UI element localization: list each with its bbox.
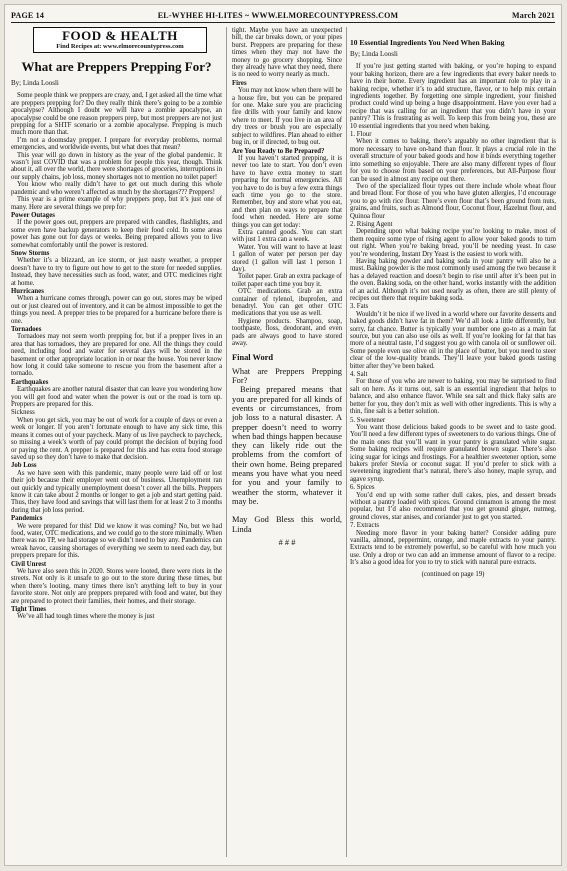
paragraph: Some people think we preppers are crazy, and, I get asked all the time what are preppers prepping for? Do they really think there’s going to be a zombie apocalypse? Although I doubt we will have a zombie apocalypse, an apocalypse could be one reason preppers prep, but most preppers are not just prepping for a SHTF scenario or a zombie apocalypse. Prepping is much much more than that.	[11, 92, 222, 137]
section-heading: Tight Times	[11, 606, 46, 614]
article-body-continued	[232, 27, 342, 347]
numbered-heading: 6. Spices	[350, 484, 375, 492]
paragraph: Extra canned goods. You can start with just 1 extra can a week.	[232, 228, 342, 244]
page-header	[11, 9, 555, 23]
section-heading: Snow Storms	[11, 249, 50, 257]
paragraph: When a hurricane comes through, power can go out, stores may be wiped out or just cleared out of inventory, and it can be almost impossible to get the things you need. A prepper tries to be prepared for a hurricane before there is one.	[11, 295, 222, 325]
article-byline: By; Linda Loosli	[350, 50, 398, 58]
end-mark: # # #	[278, 537, 296, 547]
paragraph: If you haven’t started prepping, it is never too late to start. You don’t even have to have extra money to start preparing for normal emergencies. All you have to do is buy a few extra things each time you go to the store. Remember, buy and store what you eat, and then plan on ways to prepare that food when needed. Here are some things you can get today:	[232, 154, 342, 229]
numbered-heading: 5. Sweetener	[350, 416, 386, 424]
article-byline: By; Linda Loosli	[11, 79, 59, 87]
column-one	[11, 27, 222, 621]
section-heading: Pandemics	[11, 515, 43, 523]
section-heading: Fires	[232, 79, 247, 87]
paragraph: For those of you who are newer to baking, you may be surprised to find salt on here. As it turns out, salt is an essential ingredient that helps to balance, and also enhance flavor. While sea salt and thick flaky salts are better for you, they don’t mix as well with other ingredients. This is why a thin, fine salt is a better solution.	[350, 378, 556, 416]
paragraph: tight. Maybe you have an unexpected bill, the car breaks down, or your pipes burst. Preppers are preparing for these times when they may not have the money to go grocery shopping. Since they already have what they need, there is no need to worry nearly as much.	[232, 27, 342, 79]
paragraph: Wouldn’t it be nice if we lived in a world where our favorite desserts and baked goods didn’t have fat in them? We’d all look a little differently, but sorry, fat chance. Butter is typically your number one go-to as a main fat source, but you can also use oils as well. If you’re looking for fat that has more of a neutral taste, I’d suggest you go with canola oil or sunflower oil. Some people even use olive oil in the place of butter, but you need to steer clear of the low-quality brands. They’ll leave your baked goods tasting bitter after they’ve been baked.	[350, 310, 556, 370]
section-heading: Are You Ready to Be Prepared?	[232, 147, 325, 155]
publication-title: EL-WYHEE HI-LITES ~ WWW.ELMORECOUNTYPRESS.COM	[157, 11, 399, 20]
paragraph: You may not know when there will be a house fire, but you can be prepared for one. Make sure you are practicing fire drills with your family and know where to meet. If you live in an area of dry trees or brush you are especially subject to wildfires. Plan ahead to either bug in, or if directed, to bug out.	[232, 87, 342, 147]
section-title: FOOD & HEALTH	[62, 28, 178, 43]
numbered-heading: 4. Salt	[350, 371, 368, 379]
paragraph: Depending upon what baking recipe you’re looking to make, most of them require some type of rising agent to allow your baked goods to turn out right. When you’re baking bread, you’ll be needing yeast. In case you’re wondering, Instant Dry Yeast is the easiest to work with.	[350, 228, 556, 258]
numbered-heading: Sickness	[11, 409, 35, 417]
article-body	[350, 63, 556, 566]
column-divider	[346, 27, 347, 857]
continued-note: (continued on page 19)	[421, 570, 485, 578]
paragraph: We have also seen this in 2020. Stores were looted, there were riots in the streets. Not only is it unsafe to go out to the store during these times, but when there’s looting, many times there isn’t anything left to buy in your favorite store. Not only are preppers prepared with food and water, but they are prepared to protect their families, their homes, and their storage.	[11, 568, 222, 605]
paragraph: Whether it’s a blizzard, an ice storm, or just nasty weather, a prepper doesn’t have to try to figure out how to get to the store for needed supplies. Instead, they have necessities such as food, water, and OTC medicines right at home.	[11, 257, 222, 287]
page-number: PAGE 14	[11, 11, 45, 20]
paragraph: Tornadoes may not seem worth prepping for, but if a prepper lives in an area that has tornadoes, they are prepared for one. All the things they could need, including food and water for several days will be stored in the basement or other appropriate location in or near the house. You never know how long it could take someone to rescue you from the basement after a tornado.	[11, 333, 222, 378]
paragraph: When you get sick, you may be out of work for a couple of days or even a week or longer. If you aren’t fortunate enough to have any sick time, this means it comes out of your paycheck. Many of us live paycheck to paycheck, so missing a week’s worth of pay could prompt the decision of buying food or paying the rent. A prepper is prepared for this and has extra food storage saved up so they don’t have to make that decision.	[11, 416, 222, 461]
paragraph: This year is a prime example of why preppers prep, but it’s just one of many. Here are several things we prep for:	[11, 196, 222, 211]
paragraph: We’ve all had tough times where the money is just	[17, 613, 155, 621]
section-subtitle: Find Recipes at: www.elmorecountypress.com	[56, 43, 184, 50]
paragraph: Being prepared means that you are prepared for all kinds of events or circumstances, from job loss to a natural disaster. A prepper doesn’t need to worry when bad things happen because they can likely ride out the problems from the comfort of their own home. Being prepared means you have what you need for you and your family to weather the storm, whatever it may be.	[232, 385, 342, 506]
numbered-heading: 3. Fats	[350, 303, 369, 311]
numbered-heading: 2. Rising Agent	[350, 220, 393, 228]
section-heading: Tornadoes	[11, 326, 42, 333]
paragraph: You’d end up with some rather dull cakes, pies, and dessert breads without a pantry loaded with spices. Ground cinnamon is among the most popular, but I’d also recommend that you get ground ginger, nutmeg, ground cloves, star anises, and coriander just to get you started.	[350, 491, 556, 521]
numbered-heading: 7. Extracts	[350, 522, 380, 530]
paragraph: You want those delicious baked goods to be sweet and to taste good. You’ll need a few different types of sweeteners to do various things. One of the main ones that you’ll want in your pantry is granulated white sugar. Some baking recipes will require granulated brown sugar. There’s also icing sugar for icings and frostings. For a healthier sweetener option, some bakers prefer Stevia or coconut sugar. If you’d prefer to stick with a sweetening ingredient that’s natural, there’s also honey, maple syrup, and agave syrup.	[350, 423, 556, 483]
paragraph: This year will go down in history as the year of the global pandemic. It wasn’t just COVID that was a problem for people this year, though. Think about it, all over the world, there were shortages of groceries, interruptions in our supply chains, job loss, money shortages not to mention no toilet paper!	[11, 151, 222, 181]
paragraph: When it comes to baking, there’s arguably no other ingredient that is more necessary to have on-hand than flour. It plays a crucial role in the overall structure of your baked goods and how it binds everything together into something so enjoyable. There are also many different types of flour for you to choose from based on your preferences, but All-Purpose flour can be used in almost any recipe out there.	[350, 138, 556, 183]
numbered-heading: 1. Flour	[350, 131, 372, 139]
newspaper-page	[4, 4, 562, 866]
section-heading: Power Outages	[11, 211, 55, 219]
paragraph: As we have seen with this pandemic, many people were laid off or lost their job because their employer went out of business. Unemployment ran out quickly and typically unemployment doesn’t cover all the bills. Preppers know it can take about 2 months or longer to get a job and start getting paid. Thus, they have food and savings that will last them for at least 2 to 3 months during that job loss period.	[11, 469, 222, 514]
section-heading: Hurricanes	[11, 287, 44, 295]
paragraph: If the power goes out, preppers are prepared with candles, flashlights, and some even have backup generators to keep their food cold. In some areas power has gone out for days or weeks. Being prepared allows you to live somewhat comfortably until the power is restored.	[11, 219, 222, 249]
paragraph: Needing more flavor in your baking batter? Consider adding pure vanilla, almond, peppermint, orange, and maple extracts to your pantry. Extracts tend to be extremely powerful, so be careful with how much you use. Only a drop or two can add an immense amount of flavor to a recipe. It’s also a good idea for you to try to stick with natural pure extracts.	[350, 529, 556, 567]
final-word-heading: Final Word	[232, 353, 274, 363]
issue-date: March 2021	[512, 11, 555, 20]
article-title: 10 Essential Ingredients You Need When Baking	[350, 38, 505, 47]
paragraph: Two of the specialized flour types out there include whole wheat flour and bread flour. For those of you who have gluten allergies, I’d encourage you to go with rice flour. There’s even flour that’s been ground from nuts, grains, and fruits, such as Almond flour, Coconut flour, Hazelnut flour, and Quinoa flour	[350, 182, 556, 220]
column-two	[232, 27, 342, 547]
paragraph: Water. You will want to have at least 1 gallon of water per person per day stored (1 gallon will last 1 person 1 day).	[232, 243, 342, 273]
section-heading: Job Loss	[11, 462, 37, 470]
paragraph: You know who really didn’t have to get out much during this whole pandemic and who weren’t affected as much by the shortages??? Preppers!	[11, 181, 222, 196]
paragraph: If you’re just getting started with baking, or you’re hoping to expand your baking horizon, there are a few ingredients that every baker needs to have in their home. Every ingredient has an important role to play in a baking recipe, whether it’s to add structure, flavor, or to help mix certain ingredients together. By forgetting one simple ingredient, your finished product could wind up being a huge disappointment. Have you ever had a recipe that was calling for an ingredient that you didn’t have in your pantry? This is frustrating as well. To keep this from being you, these are 10 essential ingredients that you need when baking.	[350, 63, 556, 130]
paragraph: Toilet paper. Grab an extra package of toilet paper each time you buy it.	[232, 273, 342, 288]
paragraph: OTC medications. Grab an extra container of tylenol, ibuprofen, and benadryl. You can get other OTC medications that you use as well.	[232, 288, 342, 318]
paragraph: Having baking powder and baking soda in your pantry will also be a must. Baking powder is the most commonly used among the two because it has a delayed reaction and doesn’t begin to rise until after it’s been put in the oven. Baking soda, on the other hand, works instantly with the addition of an acid. Although it’s not used nearly as often, there are still plenty of recipes out there that require baking soda.	[350, 257, 556, 302]
paragraph: I’m not a doomsday prepper. I prepare for everyday problems, normal emergencies, and worldwide events, but what does that mean?	[11, 136, 222, 152]
column-three	[350, 27, 556, 578]
final-word-body	[232, 367, 342, 534]
paragraph: Hygiene products. Shampoo, soap, toothpaste, floss, deodorant, and even pads are always good to have stored away.	[232, 317, 342, 348]
section-heading: Civil Unrest	[11, 560, 47, 568]
section-heading: Earthquakes	[11, 378, 49, 386]
section-banner	[33, 27, 207, 53]
column-divider	[226, 27, 227, 857]
paragraph: What are Preppers Prepping For?	[232, 366, 342, 386]
paragraph: May God Bless this world, Linda	[232, 515, 342, 534]
paragraph: We were prepared for this! Did we know it was coming? No, but we had food, water, OTC medications, and we could go to the store minimally. When there was no TP, we had storage so we didn’t need to buy any. Pandemics can wreak havoc, causing shortages of everything we seem to need each day, but preppers prepare for this.	[11, 522, 222, 560]
paragraph: Earthquakes are another natural disaster that can leave you wondering how you will get food and water when the power is out or the road is torn up. Preppers are prepared for this.	[11, 386, 222, 409]
article-title: What are Preppers Prepping For?	[21, 59, 212, 74]
article-body	[11, 92, 222, 620]
